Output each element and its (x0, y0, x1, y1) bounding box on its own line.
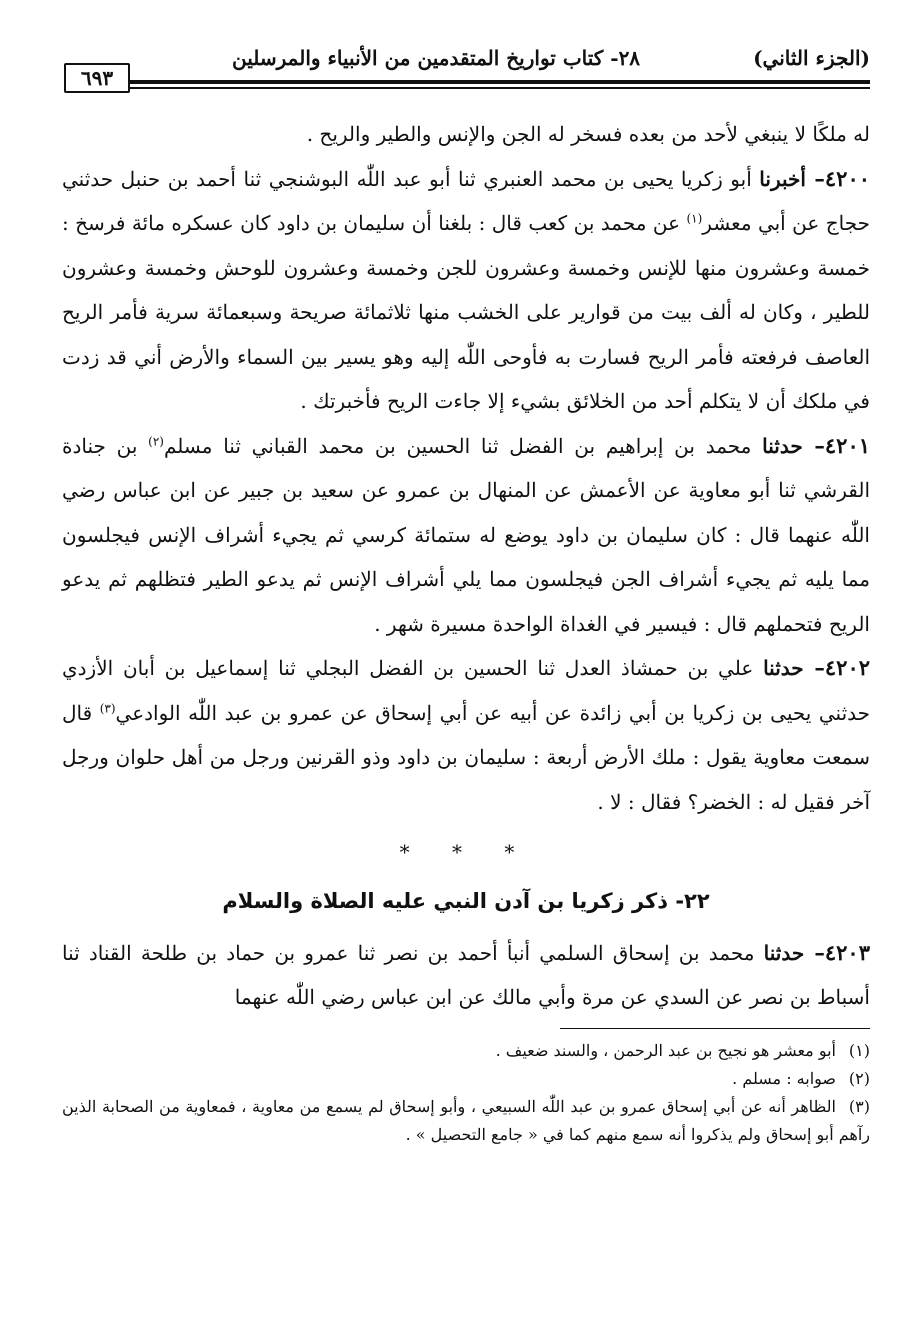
footnote-2 (62, 1065, 870, 1093)
footnote-ref: (٣) (99, 700, 116, 715)
footnote-text: أبو معشر هو نجيح بن عبد الرحمن ، والسند ضعيف . (495, 1040, 836, 1060)
footnotes (62, 1037, 870, 1149)
hadith-text: محمد بن إسحاق السلمي أنبأ أحمد بن نصر ثنا عمرو بن حماد بن طلحة القناد ثنا أسباط بن نصر عن السدي عن مرة وأبي مالك عن ابن عباس رضي اللّٰه عنهما (62, 940, 870, 1009)
footnote-mark: (٣) (848, 1096, 870, 1116)
footnote-1 (62, 1037, 870, 1065)
section-separator: * * * (399, 840, 533, 864)
running-head (212, 46, 870, 70)
hadith-4200: ٤٢٠٠– أخبرنا أبو زكريا يحيى بن محمد العنبري ثنا أبو عبد اللّٰه البوشنجي ثنا أحمد بن حنبل حدثني حجاج عن أبي معشر$^{(١)}$ عن محمد بن كعب قال : بلغنا أن سليمان بن داود كان عسكره مائة فرسخ : خمسة وعشرون منها للإنس وخمسة وعشرون للجن وخمسة وعشرون للوحش وخمسة وعشرون للطير ، وكان له ألف بيت من قوارير على الخشب منها ثلاثمائة صريحة وسبعمائة سرية فأمر الريح العاصف فرفعته فأمر الريح فسارت به فأوحى اللّٰه إليه وهو يسير بين السماء والأرض أني قد زدت في ملكك أن لا يتكلم أحد من الخلائق بشيء إلا جاءت الريح فأخبرتك . (62, 165, 871, 413)
hadith-keyword: أخبرنا (759, 166, 806, 191)
chapter-heading: ٢٢- ذكر زكريا بن آدن النبي عليه الصلاة والسلام (222, 888, 710, 913)
hadith-4203: ٤٢٠٣– حدثنا محمد بن إسحاق السلمي أنبأ أحمد بن نصر ثنا عمرو بن حماد بن طلحة القناد ثنا أسباط بن نصر عن السدي عن مرة وأبي مالك عن ابن عباس رضي اللّٰه عنهما (62, 939, 870, 1009)
hadith-number: ٤٢٠٣ (824, 939, 870, 965)
volume-label: (الجزء الثاني) (753, 46, 870, 70)
book-page (62, 40, 870, 1149)
footnote-text: صوابه : مسلم . (732, 1068, 836, 1088)
intro-line: له ملكًا لا ينبغي لأحد من بعده فسخر له الجن والإنس والطير والريح . (306, 122, 870, 146)
book-title: ٢٨- كتاب تواريخ المتقدمين من الأنبياء والمرسلين (232, 46, 641, 70)
hadith-text: أبو زكريا يحيى بن محمد العنبري ثنا أبو عبد اللّٰه البوشنجي ثنا أحمد بن حنبل حدثني حجاج عن أبي معشر (62, 166, 870, 235)
footnote-ref: (٢) (148, 433, 164, 448)
hadith-keyword: حدثنا (762, 433, 803, 458)
page-number: ٦٩٣ (64, 63, 130, 93)
hadith-number: ٤٢٠٠ (824, 165, 871, 191)
footnote-mark: (٢) (848, 1068, 870, 1088)
page-header (62, 40, 870, 92)
hadith-text: قال سمعت معاوية يقول : ملك الأرض أربعة : سليمان بن داود وذو القرنين ورجل من أهل حلوان ورجل آخر فقيل له : الخضر؟ فقال : لا . (62, 700, 870, 814)
footnote-mark: (١) (848, 1040, 870, 1060)
header-rule-thin (128, 87, 870, 89)
hadith-keyword: حدثنا (763, 940, 805, 965)
hadith-text: عن محمد بن كعب قال : بلغنا أن سليمان بن داود كان عسكره مائة فرسخ : خمسة وعشرون منها للإنس وخمسة وعشرون للجن وخمسة وعشرون للوحش وخمسة وعشرون للطير ، وكان له ألف بيت من قوارير على الخشب منها ثلاثمائة صريحة وسبعمائة سرية فأمر الريح العاصف فرفعته فأمر الريح فسارت به فأوحى اللّٰه إليه وهو يسير بين السماء والأرض أني قد زدت في ملكك أن لا يتكلم أحد من الخلائق بشيء إلا جاءت الريح فأخبرتك . (62, 211, 870, 413)
hadith-keyword: حدثنا (763, 656, 804, 680)
hadith-text: محمد بن إبراهيم بن الفضل ثنا الحسين بن محمد القباني ثنا مسلم (163, 433, 752, 458)
footnote-3 (62, 1093, 870, 1149)
hadith-text: علي بن حمشاذ العدل ثنا الحسين بن الفضل البجلي ثنا إسماعيل بن أبان الأزدي حدثني يحيى بن زكريا بن أبي زائدة عن أبيه عن أبي إسحاق عن عمرو بن عبد اللّٰه الوادعي (62, 656, 871, 725)
hadith-text: بن جنادة القرشي ثنا أبو معاوية عن الأعمش عن المنهال بن عمرو عن سعيد بن جبير عن ابن عباس رضي اللّٰه عنهما قال : كان سليمان بن داود يوضع له ستمائة كرسي ثم يجيء أشراف الإنس فيجلسون مما يليه ثم يجيء أشراف الجن فيجلسون مما يلي أشراف الإنس ثم يدعو الطير فتظلهم ثم يدعو الريح فتحملهم قال : فيسير في الغداة الواحدة مسيرة شهر . (62, 433, 870, 636)
footnote-ref: (١) (686, 211, 703, 226)
hadith-4202: ٤٢٠٢– حدثنا علي بن حمشاذ العدل ثنا الحسين بن الفضل البجلي ثنا إسماعيل بن أبان الأزدي حدثني يحيى بن زكريا بن أبي زائدة عن أبيه عن أبي إسحاق عن عمرو بن عبد اللّٰه الوادعي$^{(٣)}$ قال سمعت معاوية يقول : ملك الأرض أربعة : سليمان بن داود وذو القرنين ورجل من أهل حلوان ورجل آخر فقيل له : الخضر؟ فقال : لا . (62, 655, 871, 814)
hadith-number: ٤٢٠١ (824, 432, 871, 458)
hadith-4201: ٤٢٠١– حدثنا محمد بن إبراهيم بن الفضل ثنا الحسين بن محمد القباني ثنا مسلم$^{(٢)}$ بن جنادة القرشي ثنا أبو معاوية عن الأعمش عن المنهال بن عمرو عن سعيد بن جبير عن ابن عباس رضي اللّٰه عنهما قال : كان سليمان بن داود يوضع له ستمائة كرسي ثم يجيء أشراف الإنس فيجلسون مما يليه ثم يجيء أشراف الجن فيجلسون مما يلي أشراف الإنس ثم يدعو الطير فتظلهم ثم يدعو الريح فتحملهم قال : فيسير في الغداة الواحدة مسيرة شهر . (62, 432, 871, 636)
page-body (62, 112, 870, 1020)
footnote-rule (560, 1028, 870, 1029)
footnote-text: الظاهر أنه عن أبي إسحاق عمرو بن عبد اللّٰه السبيعي ، وأبو إسحاق لم يسمع من معاوية ، فمعاوية من الصحابة الذين رآهم أبو إسحاق ولم يذكروا أنه سمع منهم كما في « جامع التحصيل » . (62, 1096, 870, 1144)
hadith-number: ٤٢٠٢ (824, 655, 871, 680)
header-rule-thick (128, 80, 870, 84)
